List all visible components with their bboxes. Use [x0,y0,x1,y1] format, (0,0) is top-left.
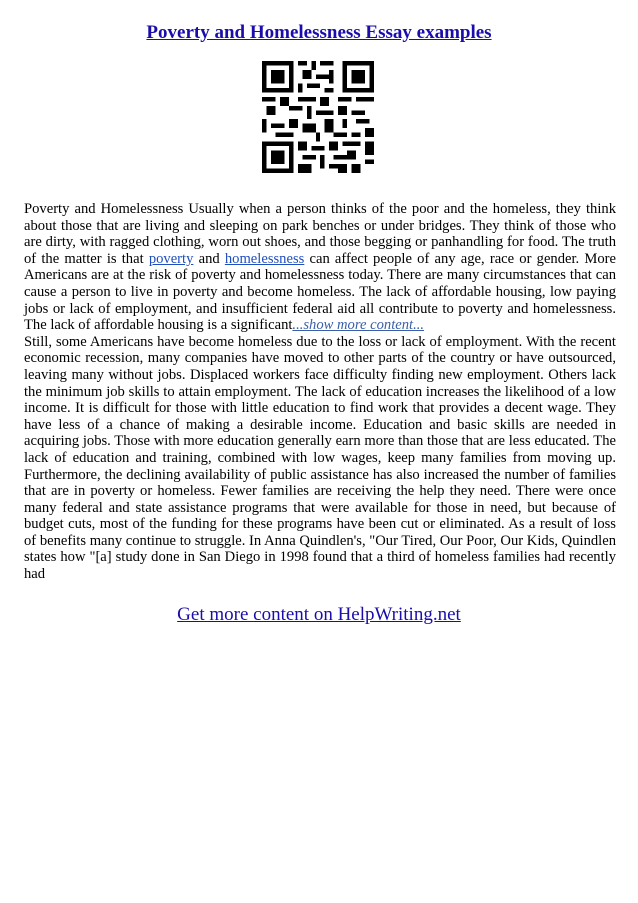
get-more-content-link[interactable]: Get more content on HelpWriting.net [177,604,461,625]
qr-code-icon [262,61,374,173]
show-more-link[interactable]: ...show more content... [292,317,425,334]
homelessness-link[interactable]: homelessness [224,250,305,267]
essay-paragraph-2: Still, some Americans have become homeless due to the loss or lack of employment. With the recent economic recession, many companies have moved to other parts of the country or have outsourced, leaving many without jobs. Displaced workers face difficulty finding new employment. Others lack the minimum job skills to attain employment. The lack of education increases the likelihood of a low income. It is difficult for those with little education to find work that provides a decent wage. They have less of a chance of making a desirable income. Education and basic skills are needed in acquiring jobs. Those with more education generally earn more than those that are less educated. The lack of education and training, combined with low wages, keep many families from moving up. Furthermore, the declining availability of public assistance has also increased the number of families that are in poverty or homeless. Fewer families are receiving the help they need. There were once many federal and state assistance programs that were available for those in need, but because of budget cuts, most of the funding for these programs have been cut or eliminated. As a result of loss of benefits many continue to struggle. In Anna Quindlen's, "Our Tired, Our Poor, Our Kids, Quindlen states how "[a] study done in San Diego in 1998 found that a third of homeless families had recently had [24,333,616,583]
essay-text: and [193,250,225,267]
essay-text: can affect people of any age, race or gender. More Americans are at the risk of poverty and homelessness today. There are many circumstances that can cause a person to live in poverty and become homeless. The lack of affordable housing, low paying jobs or lack of employment, and insufficient federal aid all contribute to poverty and homelessness. The lack of affordable housing is a significant [24,250,616,334]
essay-body [24,201,616,583]
page-title[interactable]: Poverty and Homelessness Essay examples [146,22,492,43]
poverty-link[interactable]: poverty [148,250,194,267]
essay-text: Poverty and Homelessness Usually when a person thinks of the poor and the homeless, they think about those that are living and sleeping on park benches or under bridges. They think of those who are dirty, with ragged clothing, worn out shoes, and those begging or panhandling for food. The truth of the matter is that [24,201,616,267]
essay-paragraph-1 [24,201,616,334]
